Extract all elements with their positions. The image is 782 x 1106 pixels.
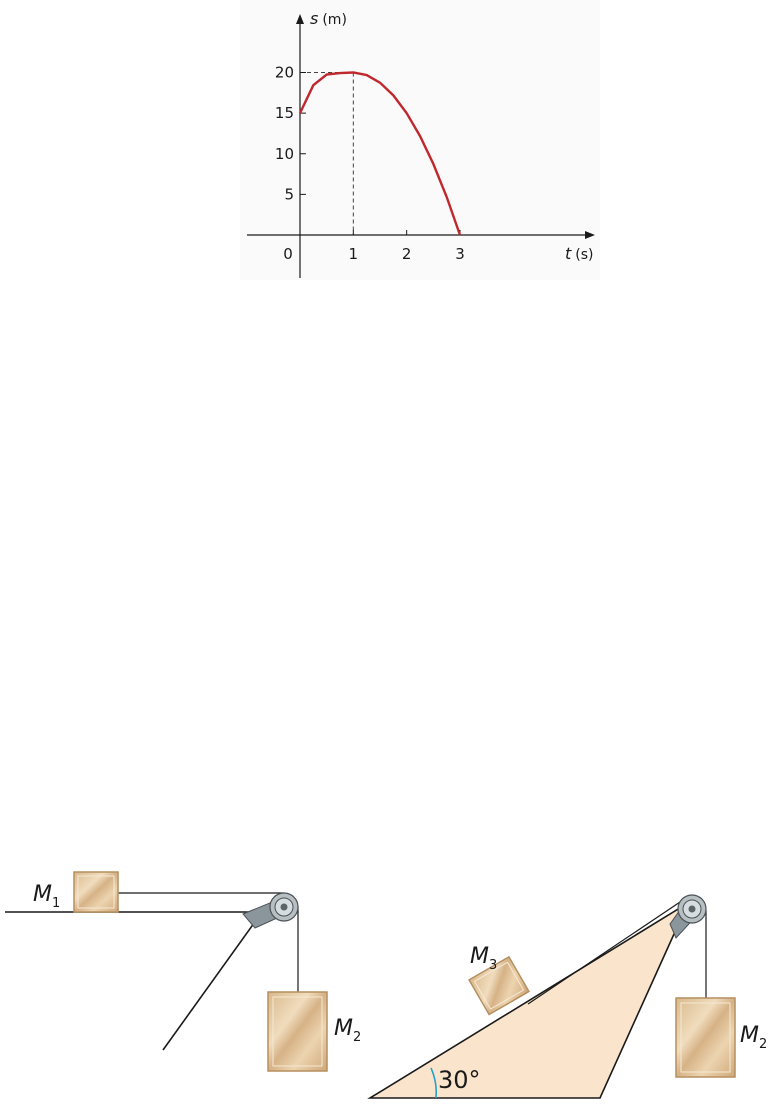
incline-pulley-figure xyxy=(370,895,767,1098)
block-m1 xyxy=(74,872,118,912)
table-pulley-figure xyxy=(5,872,361,1071)
x-tick-label: 3 xyxy=(455,245,465,263)
y-tick-label: 5 xyxy=(284,185,294,204)
table-edge xyxy=(163,912,262,1050)
m3-label: $M_3$ xyxy=(470,944,498,973)
block-m2-right xyxy=(676,998,735,1077)
m1-label: $M_1$ xyxy=(33,882,61,911)
position-time-graph xyxy=(240,0,600,280)
x-tick-label: 0 xyxy=(283,245,293,263)
pulley-icon xyxy=(270,893,298,921)
x-tick-label: 1 xyxy=(348,245,359,263)
m2-label-left: $M_2$ xyxy=(334,1016,362,1045)
x-axis-label: t (s) xyxy=(565,244,594,263)
incline-wedge xyxy=(370,903,688,1098)
m2-label-right: $M_2$ xyxy=(740,1023,768,1052)
block-m2-left xyxy=(268,992,327,1071)
y-tick-label: 15 xyxy=(274,104,294,123)
y-tick-label: 10 xyxy=(274,144,294,163)
incline-pulley-icon xyxy=(678,895,706,923)
y-axis-label: s (m) xyxy=(310,9,347,28)
graph-background xyxy=(240,0,600,280)
x-tick-label: 2 xyxy=(401,245,412,263)
angle-label: 30° xyxy=(438,1066,481,1094)
y-tick-label: 20 xyxy=(274,63,294,82)
